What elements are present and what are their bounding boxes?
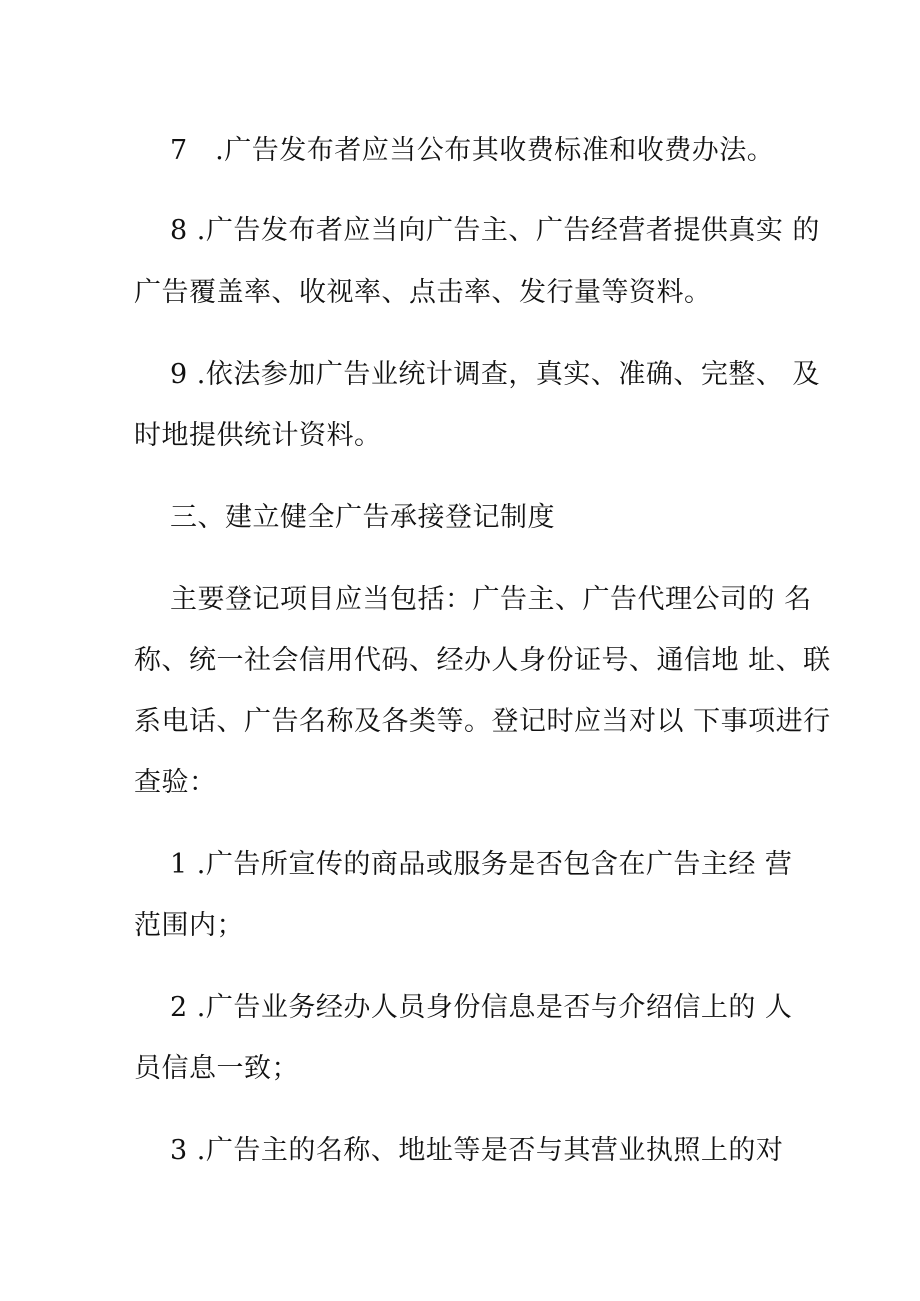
paragraph-line: 8 .广告发布者应当向广告主、广告经营者提供真实 的 (170, 215, 820, 246)
paragraph-line: 广告覆盖率、收视率、点击率、发行量等资料。 (134, 277, 712, 308)
paragraph-line: 查验： (134, 767, 217, 798)
paragraph-line: 员信息一致； (134, 1053, 299, 1084)
paragraph-line: 称、统一社会信用代码、经办人身份证号、通信地 址、联 (134, 645, 831, 676)
paragraph-line: 时地提供统计资料。 (134, 420, 382, 451)
paragraph-line: 主要登记项目应当包括：广告主、广告代理公司的 名 (170, 584, 812, 615)
paragraph-line: 7 .广告发布者应当公布其收费标准和收费办法。 (170, 135, 775, 166)
paragraph-line: 3 .广告主的名称、地址等是否与其营业执照上的对 (170, 1135, 784, 1166)
section-heading: 三、建立健全广告承接登记制度 (170, 502, 555, 533)
paragraph-line: 2 .广告业务经办人员身份信息是否与介绍信上的 人 (170, 992, 793, 1023)
paragraph-line: 范围内； (134, 910, 244, 941)
paragraph-line: 9 .依法参加广告业统计调查，真实、准确、完整、 及 (170, 359, 820, 390)
paragraph-line: 系电话、广告名称及各类等。登记时应当对以 下事项进行 (134, 706, 831, 737)
paragraph-line: 1 .广告所宣传的商品或服务是否包含在广告主经 营 (170, 849, 793, 880)
